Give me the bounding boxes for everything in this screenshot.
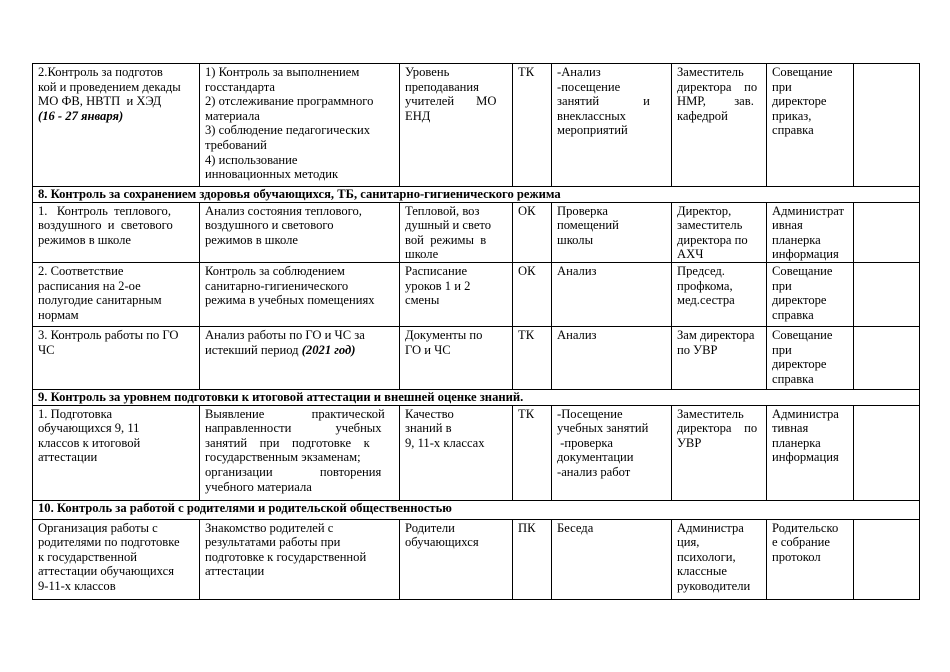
cell-direction: 1. Подготовка обучающихся 9, 11 классов к итоговой аттестации [33,405,200,500]
cell-note [854,64,920,187]
cell-responsible: Председ. профкома, мед.сестра [672,262,767,326]
cell-object: Уровень преподавания учителей МО ЕНД [400,64,513,187]
cell-result: Совещание при директоре справка [767,326,854,389]
cell-direction: Организация работы с родителями по подготовке к государственной аттестации обучающихся 9-11-х классов [33,519,200,599]
table-row [33,202,920,262]
cell-responsible: Директор, заместитель директора по АХЧ [672,202,767,262]
cell-goal: Анализ состояния теплового, воздушного и светового режимов в школе [200,202,400,262]
table-row [33,262,920,326]
cell-type: ТК [513,405,552,500]
cell-goal: Знакомство родителей с результатами работы при подготовке к государственной аттестации [200,519,400,599]
cell-method: Беседа [552,519,672,599]
cell-direction: 1. Контроль теплового, воздушного и светового режимов в школе [33,202,200,262]
control-plan-table [32,63,920,600]
cell-direction: 2.Контроль за подготов кой и проведением декады МО ФВ, НВТП и ХЭД (16 - 27 января) [33,64,200,187]
cell-direction: 3. Контроль работы по ГО ЧС [33,326,200,389]
cell-object: Расписание уроков 1 и 2 смены [400,262,513,326]
cell-object: Родители обучающихся [400,519,513,599]
cell-result: Совещание при директоре справка [767,262,854,326]
cell-direction: 2. Соответствие расписания на 2-ое полугодие санитарным нормам [33,262,200,326]
cell-method: Анализ [552,326,672,389]
cell-method: Проверка помещений школы [552,202,672,262]
cell-method: -Анализ -посещение занятий и внеклассных мероприятий [552,64,672,187]
table-row [33,519,920,599]
section-title: 9. Контроль за уровнем подготовки к итоговой аттестации и внешней оценке знаний. [33,389,920,405]
date-range: (16 - 27 января) [38,108,124,123]
cell-result: Администрат ивная планерка информация [767,202,854,262]
cell-responsible: Заместитель директора по УВР [672,405,767,500]
cell-type: ОК [513,262,552,326]
cell-note [854,202,920,262]
cell-type: ТК [513,326,552,389]
section-header-row [33,187,920,203]
cell-responsible: Заместитель директора по НМР, зав. кафедрой [672,64,767,187]
cell-object: Документы по ГО и ЧС [400,326,513,389]
cell-type: ПК [513,519,552,599]
cell-goal: Контроль за соблюдением санитарно-гигиенического режима в учебных помещениях [200,262,400,326]
cell-method: Анализ [552,262,672,326]
cell-note [854,262,920,326]
cell-goal: Выявление практической направленности учебных занятий при подготовке к государственным экзаменам; организации повторения учебного материала [200,405,400,500]
cell-result: Родительско е собрание протокол [767,519,854,599]
period-label: (2021 год) [301,342,356,357]
table-row [33,405,920,500]
cell-method: -Посещение учебных занятий -проверка документации -анализ работ [552,405,672,500]
cell-object: Качество знаний в 9, 11-х классах [400,405,513,500]
cell-type: ТК [513,64,552,187]
cell-result: Администра тивная планерка информация [767,405,854,500]
section-header-row [33,500,920,519]
cell-note [854,519,920,599]
section-title: 8. Контроль за сохранением здоровья обучающихся, ТБ, санитарно-гигиенического режима [33,187,920,203]
cell-goal: 1) Контроль за выполнением госстандарта 2) отслеживание программного материала 3) соблюдение педагогических требований 4) использование инновационных методик [200,64,400,187]
cell-goal: Анализ работы по ГО и ЧС за истекший период (2021 год) [200,326,400,389]
cell-object: Тепловой, воз душный и свето вой режимы в школе [400,202,513,262]
table-row [33,64,920,187]
section-title: 10. Контроль за работой с родителями и родительской общественностью [33,500,920,519]
cell-note [854,405,920,500]
section-header-row [33,389,920,405]
cell-note [854,326,920,389]
cell-type: ОК [513,202,552,262]
cell-result: Совещание при директоре приказ, справка [767,64,854,187]
cell-responsible: Администра ция, психологи, классные руководители [672,519,767,599]
cell-responsible: Зам директора по УВР [672,326,767,389]
table-row [33,326,920,389]
